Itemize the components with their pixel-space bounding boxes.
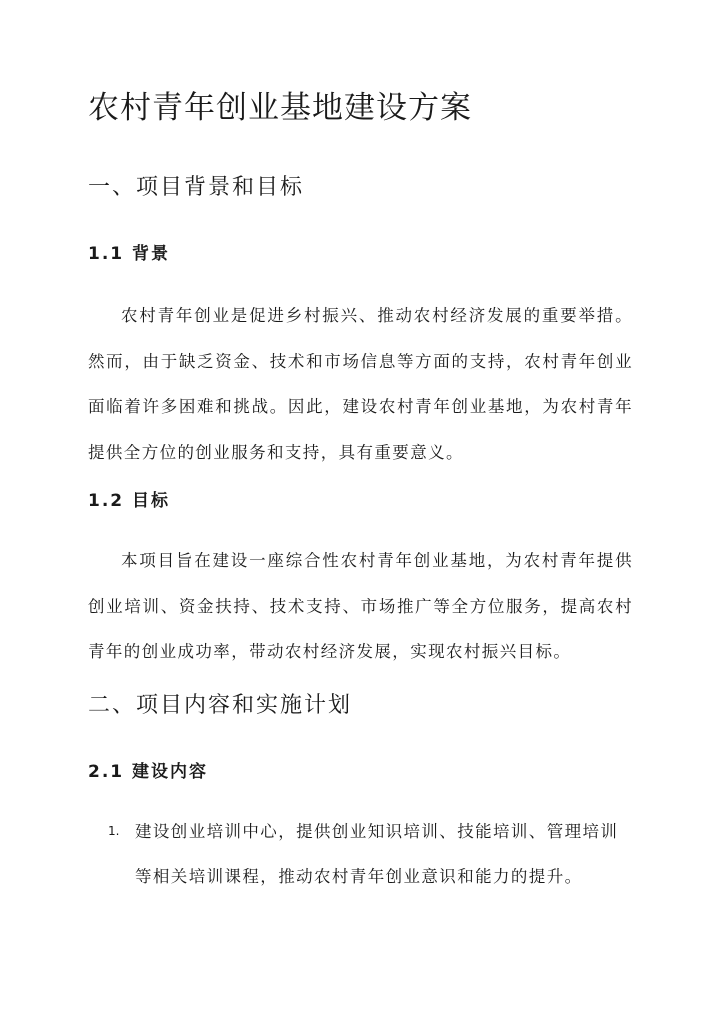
list-item-number: 1. xyxy=(108,824,120,838)
subsection-heading-construction: 2.1 建设内容 xyxy=(88,762,209,782)
list-item-text: 建设创业培训中心，提供创业知识培训、技能培训、管理培训等相关培训课程，推动农村青年创业意识和能力的提升。 xyxy=(135,822,619,886)
subsection-heading-background: 1.1 背景 xyxy=(88,244,171,264)
section-heading-background-goals: 一、项目背景和目标 xyxy=(88,175,305,200)
goals-paragraph: 本项目旨在建设一座综合性农村青年创业基地，为农村青年提供创业培训、资金扶持、技术支持、市场推广等全方位服务，提高农村青年的创业成功率，带动农村经济发展，实现农村振兴目标。 xyxy=(88,551,633,661)
document-title: 农村青年创业基地建设方案 xyxy=(88,90,472,126)
section-heading-content-plan: 二、项目内容和实施计划 xyxy=(88,693,353,718)
background-paragraph: 农村青年创业是促进乡村振兴、推动农村经济发展的重要举措。然而，由于缺乏资金、技术和市场信息等方面的支持，农村青年创业面临着许多困难和挑战。因此，建设农村青年创业基地，为农村青年提供全方位的创业服务和支持，具有重要意义。 xyxy=(88,306,633,462)
list-item xyxy=(88,809,633,899)
subsection-heading-goals: 1.2 目标 xyxy=(88,491,171,511)
